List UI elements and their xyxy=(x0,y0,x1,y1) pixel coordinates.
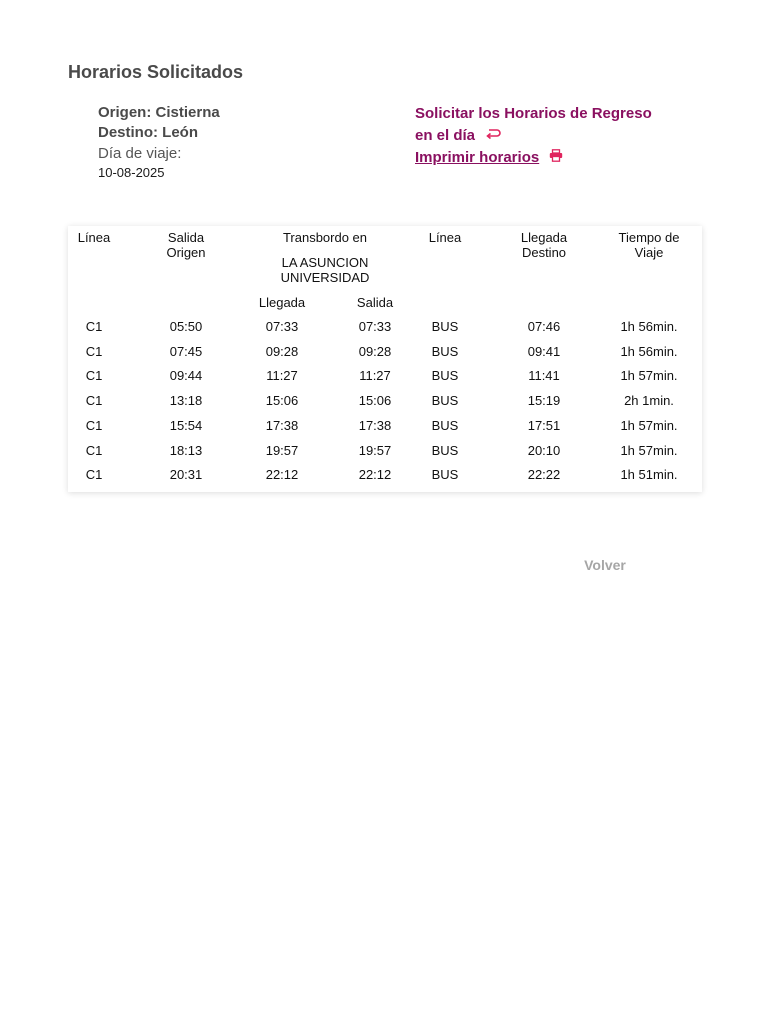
return-schedules-link[interactable] xyxy=(415,103,715,147)
transfer-stop-name xyxy=(255,255,395,285)
duration-cell: 2h 1min. xyxy=(624,393,674,409)
header-linea-2: Línea xyxy=(428,230,462,245)
return-link-line1: Solicitar los Horarios de Regreso xyxy=(415,105,652,122)
transfer-arrival-cell: 17:38 xyxy=(265,417,299,433)
arrival-cell: 11:41 xyxy=(528,368,560,384)
header-tiempo-line2: Viaje xyxy=(634,245,664,260)
duration-cell: 1h 57min. xyxy=(620,417,678,433)
origin-row xyxy=(98,103,358,123)
second-line-cell: BUS xyxy=(431,343,459,359)
transfer-departure-cell: 07:33 xyxy=(358,319,392,334)
schedule-table xyxy=(68,226,702,492)
header-linea: Línea xyxy=(77,230,111,245)
header-llegada-destino xyxy=(504,230,584,260)
departure-cell: 20:31 xyxy=(169,467,203,483)
header-salida-line2: Origen xyxy=(166,245,206,260)
duration-cell: 1h 56min. xyxy=(620,319,678,334)
printer-icon[interactable] xyxy=(549,147,563,169)
second-line-cell: BUS xyxy=(431,442,459,458)
line-cell: C1 xyxy=(85,368,103,384)
second-line-cell: BUS xyxy=(431,417,459,433)
header-tiempo-line1: Tiempo de xyxy=(618,230,680,245)
duration-cell: 1h 57min. xyxy=(620,368,678,384)
return-arrow-icon xyxy=(485,125,501,147)
line-cell: C1 xyxy=(85,442,103,458)
second-line-cell: BUS xyxy=(431,368,459,384)
departure-cell: 05:50 xyxy=(169,319,203,334)
header-salida-transbordo: Salida xyxy=(356,295,394,310)
line-cell: C1 xyxy=(85,393,103,409)
return-link-line2-row xyxy=(415,125,715,147)
destination-label: Destino: xyxy=(98,124,158,141)
arrival-cell: 07:46 xyxy=(527,319,561,334)
arrival-cell: 15:19 xyxy=(527,393,561,409)
departure-cell: 07:45 xyxy=(169,343,203,359)
second-line-cell: BUS xyxy=(431,467,459,483)
arrival-cell: 20:10 xyxy=(527,442,561,458)
return-link-line2: en el día xyxy=(415,127,476,144)
header-llegada-line2: Destino xyxy=(521,245,567,260)
travel-date-label: Día de viaje: xyxy=(98,145,182,162)
arrival-cell: 17:51 xyxy=(527,417,561,433)
page-title: Horarios Solicitados xyxy=(68,62,244,82)
header-transbordo: Transbordo en xyxy=(282,230,368,245)
header-salida-origen xyxy=(146,230,226,260)
line-cell: C1 xyxy=(85,467,103,483)
print-row xyxy=(415,147,715,169)
duration-cell: 1h 51min. xyxy=(620,467,678,483)
line-cell: C1 xyxy=(85,343,103,359)
arrival-cell: 22:22 xyxy=(527,467,561,483)
transfer-departure-cell: 22:12 xyxy=(358,467,392,483)
departure-cell: 13:18 xyxy=(169,393,203,409)
transfer-arrival-cell: 07:33 xyxy=(265,319,299,334)
departure-cell: 15:54 xyxy=(169,417,203,433)
duration-cell: 1h 57min. xyxy=(620,442,678,458)
back-button[interactable]: Volver xyxy=(584,557,626,573)
print-schedules-link[interactable]: Imprimir horarios xyxy=(415,149,540,167)
transfer-departure-cell: 11:27 xyxy=(359,368,391,384)
travel-date-value: 10-08-2025 xyxy=(98,165,165,180)
transfer-stop-line2: UNIVERSIDAD xyxy=(280,270,370,285)
trip-info xyxy=(98,103,358,180)
transfer-arrival-cell: 15:06 xyxy=(265,393,299,409)
header-llegada-transbordo: Llegada xyxy=(258,295,306,310)
actions-panel xyxy=(415,103,715,169)
duration-cell: 1h 56min. xyxy=(620,343,678,359)
header-llegada-line1: Llegada xyxy=(520,230,568,245)
transfer-departure-cell: 09:28 xyxy=(358,343,392,359)
transfer-arrival-cell: 11:27 xyxy=(266,368,298,384)
departure-cell: 09:44 xyxy=(169,368,203,384)
transfer-departure-cell: 17:38 xyxy=(358,417,392,433)
arrival-cell: 09:41 xyxy=(527,343,561,359)
departure-cell: 18:13 xyxy=(169,442,203,458)
header-tiempo-viaje xyxy=(604,230,694,260)
transfer-stop-line1: LA ASUNCION xyxy=(281,255,369,270)
transfer-arrival-cell: 22:12 xyxy=(265,467,299,483)
destination-row xyxy=(98,123,358,143)
transfer-departure-cell: 15:06 xyxy=(358,393,392,409)
destination-value: León xyxy=(162,124,199,141)
line-cell: C1 xyxy=(85,319,103,334)
transfer-arrival-cell: 19:57 xyxy=(265,442,299,458)
second-line-cell: BUS xyxy=(431,393,459,409)
origin-label: Origen: xyxy=(98,104,152,121)
header-salida-line1: Salida xyxy=(167,230,205,245)
transfer-departure-cell: 19:57 xyxy=(358,442,392,458)
origin-value: Cistierna xyxy=(155,104,220,121)
second-line-cell: BUS xyxy=(431,319,459,334)
line-cell: C1 xyxy=(85,417,103,433)
transfer-arrival-cell: 09:28 xyxy=(265,343,299,359)
